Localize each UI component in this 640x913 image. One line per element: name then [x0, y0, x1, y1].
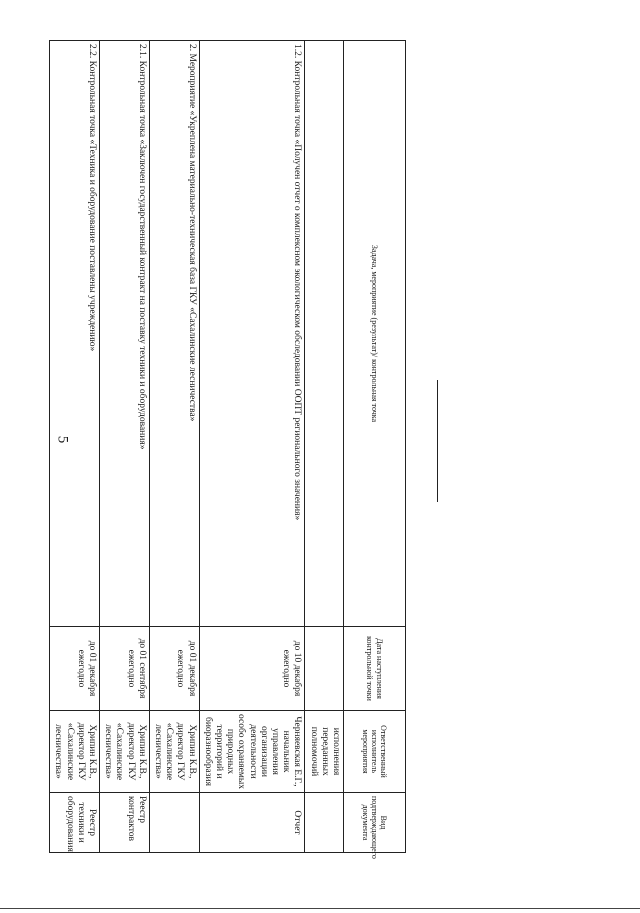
cell-task: 2.1. Контрольная точка «Заключен государственный контракт на поставку техники и оборудования»	[99, 41, 149, 627]
cell-executor: Хрипин К.В., директор ГКУ «Сахалинские лесничества»	[149, 711, 199, 793]
cell-executor: Хрипин К.В., директор ГКУ «Сахалинские лесничества»	[50, 711, 100, 793]
cell-date: до 01 декабря ежегодно	[50, 627, 100, 711]
page-number: 5	[54, 435, 71, 444]
control-points-table	[49, 40, 406, 859]
cell-executor: исполнения переданных полномочий	[305, 711, 344, 793]
cell-date	[305, 627, 344, 711]
cell-task: 2.2. Контрольная точка «Техника и оборудование поставлены учреждению»	[50, 41, 100, 627]
document-table-frame	[53, 40, 406, 859]
cell-date: до 01 сентября ежегодно	[99, 627, 149, 711]
cell-document	[305, 793, 344, 853]
header-executor: Ответственный исполнитель мероприятия	[344, 711, 406, 793]
cell-date: до 01 декабря ежегодно	[149, 627, 199, 711]
table-row	[99, 41, 149, 853]
signature-divider-line	[437, 380, 438, 502]
table-row	[305, 41, 344, 853]
cell-document: Реестр контрактов	[99, 793, 149, 853]
cell-executor: Хрипин К.В., директор ГКУ «Сахалинские лесничества»	[99, 711, 149, 793]
table-row	[149, 41, 199, 853]
cell-date: до 10 декабря ежегодно	[199, 627, 305, 711]
header-date: Дата наступления контрольной точки	[344, 627, 406, 711]
table-row	[199, 41, 305, 853]
header-task: Задача, мероприятие (результат)/ контрольная точка	[344, 41, 406, 627]
header-document: Вид подтверждающего документа	[344, 793, 406, 853]
cell-task: 2. Мероприятие «Укреплена материально-техническая база ГКУ «Сахалинские лесничества»	[149, 41, 199, 627]
cell-document: Реестр техники и оборудования	[50, 793, 100, 853]
cell-executor: Черняевская Е.Г., начальник управления организации деятельности особо охраняемых природных территорий и биоразнообразия	[199, 711, 305, 793]
rotated-table-wrapper	[53, 40, 406, 859]
bottom-edge-rule	[0, 908, 640, 909]
table-header-row	[344, 41, 406, 853]
cell-task: 1.2. Контрольная точка «Получен отчет о комплексном экологическом обследовании ООПТ регионального значения»	[199, 41, 305, 627]
table-row	[50, 41, 100, 853]
cell-document: Отчет	[199, 793, 305, 853]
cell-task	[305, 41, 344, 627]
cell-document	[149, 793, 199, 853]
